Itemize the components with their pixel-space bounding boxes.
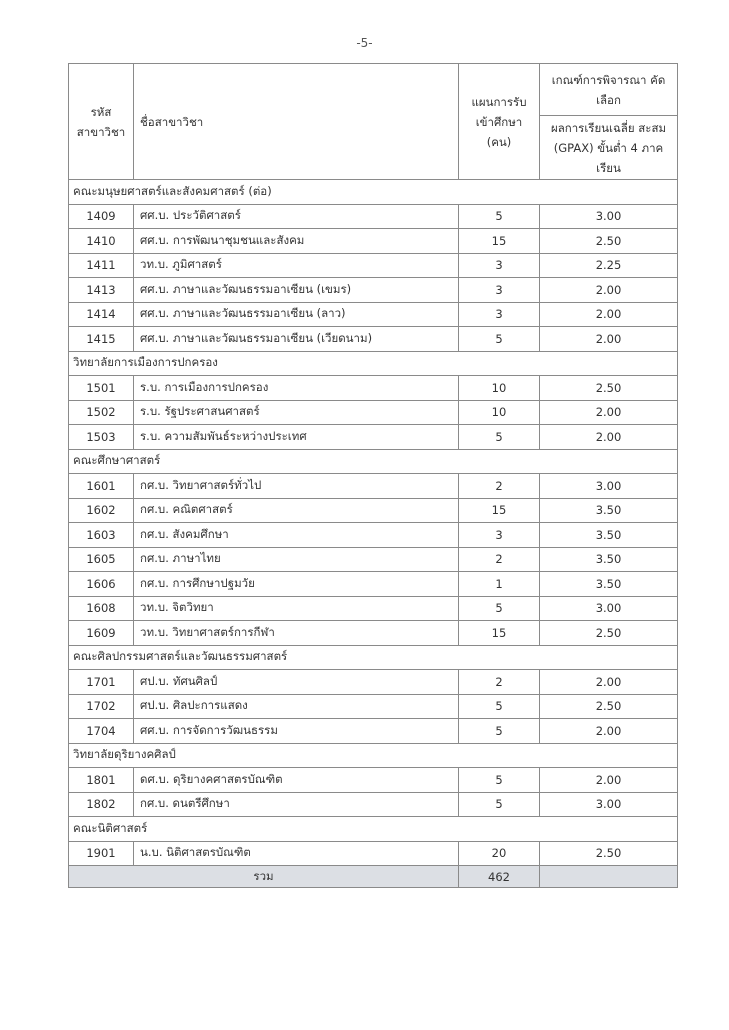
table-row (69, 596, 678, 621)
admission-plan: 20 (459, 841, 540, 866)
section-title: วิทยาลัยดุริยางคศิลป์ (69, 743, 678, 768)
program-code: 1413 (69, 278, 134, 303)
program-code: 1409 (69, 204, 134, 229)
section-row (69, 817, 678, 842)
table-row (69, 253, 678, 278)
section-row (69, 351, 678, 376)
program-code: 1704 (69, 719, 134, 744)
section-title: คณะนิติศาสตร์ (69, 817, 678, 842)
total-label: รวม (69, 866, 459, 888)
admission-plan: 3 (459, 302, 540, 327)
min-gpax: 2.00 (540, 719, 678, 744)
program-name: ศป.บ. ศิลปะการแสดง (134, 694, 459, 719)
min-gpax: 2.50 (540, 621, 678, 646)
table-row (69, 523, 678, 548)
program-code: 1605 (69, 547, 134, 572)
table-row (69, 572, 678, 597)
admission-plan: 2 (459, 670, 540, 695)
header-code: รหัส สาขาวิชา (69, 64, 134, 180)
program-code: 1606 (69, 572, 134, 597)
min-gpax: 3.50 (540, 498, 678, 523)
min-gpax: 2.50 (540, 376, 678, 401)
program-code: 1603 (69, 523, 134, 548)
min-gpax: 2.00 (540, 302, 678, 327)
admission-plan: 5 (459, 719, 540, 744)
table-row (69, 474, 678, 499)
program-code: 1503 (69, 425, 134, 450)
admission-plan: 5 (459, 204, 540, 229)
program-name: กศ.บ. ดนตรีศึกษา (134, 792, 459, 817)
program-code: 1410 (69, 229, 134, 254)
header-name: ชื่อสาขาวิชา (134, 64, 459, 180)
admission-plan: 5 (459, 792, 540, 817)
page-number: -5- (356, 36, 373, 50)
admission-plan: 5 (459, 327, 540, 352)
section-title: คณะศึกษาศาสตร์ (69, 449, 678, 474)
program-name: ศศ.บ. ภาษาและวัฒนธรรมอาเซียน (เขมร) (134, 278, 459, 303)
admission-plan: 3 (459, 278, 540, 303)
program-code: 1602 (69, 498, 134, 523)
admission-plan: 15 (459, 498, 540, 523)
min-gpax: 2.00 (540, 768, 678, 793)
admission-plan: 5 (459, 768, 540, 793)
table-row (69, 204, 678, 229)
table-row (69, 376, 678, 401)
program-name: ดศ.บ. ดุริยางคศาสตรบัณฑิต (134, 768, 459, 793)
table-body (69, 180, 678, 866)
min-gpax: 3.00 (540, 474, 678, 499)
table-row (69, 792, 678, 817)
table-row (69, 670, 678, 695)
min-gpax: 2.00 (540, 400, 678, 425)
program-name: กศ.บ. ภาษาไทย (134, 547, 459, 572)
min-gpax: 3.00 (540, 792, 678, 817)
table-row (69, 547, 678, 572)
min-gpax: 2.50 (540, 229, 678, 254)
program-name: กศ.บ. วิทยาศาสตร์ทั่วไป (134, 474, 459, 499)
program-name: วท.บ. วิทยาศาสตร์การกีฬา (134, 621, 459, 646)
program-name: กศ.บ. คณิตศาสตร์ (134, 498, 459, 523)
table-row (69, 768, 678, 793)
program-code: 1701 (69, 670, 134, 695)
table-row (69, 229, 678, 254)
admission-plan: 2 (459, 547, 540, 572)
admission-table (68, 63, 678, 888)
admission-plan: 5 (459, 425, 540, 450)
table-row (69, 498, 678, 523)
admission-plan: 2 (459, 474, 540, 499)
program-name: ร.บ. การเมืองการปกครอง (134, 376, 459, 401)
total-gpax-empty (540, 866, 678, 888)
program-name: ร.บ. รัฐประศาสนศาสตร์ (134, 400, 459, 425)
min-gpax: 2.25 (540, 253, 678, 278)
program-name: ศศ.บ. ภาษาและวัฒนธรรมอาเซียน (ลาว) (134, 302, 459, 327)
section-title: วิทยาลัยการเมืองการปกครอง (69, 351, 678, 376)
header-criteria: เกณฑ์การพิจารณา คัดเลือก (540, 64, 678, 116)
admission-plan: 5 (459, 596, 540, 621)
program-name: กศ.บ. การศึกษาปฐมวัย (134, 572, 459, 597)
table-row (69, 327, 678, 352)
program-name: ศศ.บ. ภาษาและวัฒนธรรมอาเซียน (เวียดนาม) (134, 327, 459, 352)
admission-plan: 5 (459, 694, 540, 719)
program-name: วท.บ. ภูมิศาสตร์ (134, 253, 459, 278)
min-gpax: 2.50 (540, 841, 678, 866)
min-gpax: 2.00 (540, 327, 678, 352)
table-row (69, 302, 678, 327)
total-row (69, 866, 678, 888)
program-name: ศศ.บ. ประวัติศาสตร์ (134, 204, 459, 229)
table-row (69, 425, 678, 450)
min-gpax: 3.00 (540, 596, 678, 621)
section-row (69, 449, 678, 474)
admission-plan: 10 (459, 400, 540, 425)
program-name: ศป.บ. ทัศนศิลป์ (134, 670, 459, 695)
admission-plan: 15 (459, 229, 540, 254)
program-code: 1411 (69, 253, 134, 278)
table-row (69, 694, 678, 719)
min-gpax: 2.00 (540, 425, 678, 450)
section-title: คณะศิลปกรรมศาสตร์และวัฒนธรรมศาสตร์ (69, 645, 678, 670)
section-row (69, 743, 678, 768)
program-name: ศศ.บ. การพัฒนาชุมชนและสังคม (134, 229, 459, 254)
header-plan: แผนการรับ เข้าศึกษา (คน) (459, 64, 540, 180)
program-code: 1901 (69, 841, 134, 866)
program-code: 1502 (69, 400, 134, 425)
program-name: ร.บ. ความสัมพันธ์ระหว่างประเทศ (134, 425, 459, 450)
program-code: 1702 (69, 694, 134, 719)
program-code: 1414 (69, 302, 134, 327)
section-title: คณะมนุษยศาสตร์และสังคมศาสตร์ (ต่อ) (69, 180, 678, 205)
program-code: 1501 (69, 376, 134, 401)
program-code: 1801 (69, 768, 134, 793)
min-gpax: 3.50 (540, 572, 678, 597)
program-code: 1601 (69, 474, 134, 499)
program-code: 1802 (69, 792, 134, 817)
min-gpax: 2.00 (540, 278, 678, 303)
min-gpax: 3.00 (540, 204, 678, 229)
table-row (69, 621, 678, 646)
table-row (69, 400, 678, 425)
admission-plan: 10 (459, 376, 540, 401)
min-gpax: 2.50 (540, 694, 678, 719)
admission-plan: 1 (459, 572, 540, 597)
table-row (69, 719, 678, 744)
admission-plan: 3 (459, 253, 540, 278)
program-code: 1415 (69, 327, 134, 352)
section-row (69, 645, 678, 670)
total-plan: 462 (459, 866, 540, 888)
section-row (69, 180, 678, 205)
program-name: วท.บ. จิตวิทยา (134, 596, 459, 621)
table-row (69, 841, 678, 866)
program-name: น.บ. นิติศาสตรบัณฑิต (134, 841, 459, 866)
program-name: ศศ.บ. การจัดการวัฒนธรรม (134, 719, 459, 744)
min-gpax: 3.50 (540, 523, 678, 548)
admission-plan: 3 (459, 523, 540, 548)
table-row (69, 278, 678, 303)
program-code: 1609 (69, 621, 134, 646)
program-name: กศ.บ. สังคมศึกษา (134, 523, 459, 548)
min-gpax: 2.00 (540, 670, 678, 695)
header-gpax: ผลการเรียนเฉลี่ย สะสม (GPAX) ขั้นต่ำ 4 ภาคเรียน (540, 116, 678, 180)
min-gpax: 3.50 (540, 547, 678, 572)
admission-plan: 15 (459, 621, 540, 646)
program-code: 1608 (69, 596, 134, 621)
